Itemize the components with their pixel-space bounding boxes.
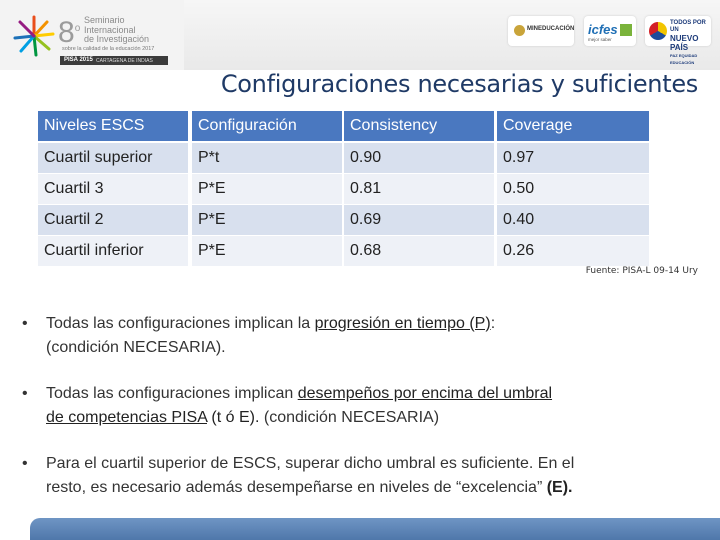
page-title: Configuraciones necesarias y suficientes	[220, 70, 698, 98]
table-cell: 0.40	[497, 205, 649, 235]
icfes-logo: icfes mejor saber	[584, 16, 636, 46]
flag-icon	[649, 22, 667, 40]
table-header-cell: Consistency	[344, 111, 494, 141]
table-row	[38, 174, 650, 204]
table-cell: 0.90	[344, 143, 494, 173]
sponsor-band	[184, 0, 720, 70]
government-logo: TODOS POR UN NUEVO PAÍS PAZ EQUIDAD EDUCACIÓN	[645, 16, 711, 46]
table-row	[38, 143, 650, 173]
pisa-strip: PISA 2015 CARTAGENA DE INDIAS	[60, 56, 168, 65]
table-cell: 0.97	[497, 143, 649, 173]
checkmark-icon	[620, 24, 632, 36]
table-header-cell: Niveles ESCS	[38, 111, 188, 141]
table-cell: Cuartil superior	[38, 143, 188, 173]
table-header-row	[38, 111, 650, 141]
table-header-cell: Configuración	[192, 111, 342, 141]
bullet-icon: •	[22, 455, 28, 472]
bullet-icon: •	[22, 385, 28, 402]
seminar-number: 8$^o$	[58, 16, 81, 49]
table-header-cell: Coverage	[497, 111, 649, 141]
table-cell: 0.68	[344, 236, 494, 266]
table-cell: P*E	[192, 174, 342, 204]
table-cell: Cuartil 3	[38, 174, 188, 204]
table-cell: P*E	[192, 236, 342, 266]
coat-of-arms-icon	[514, 25, 525, 36]
footer-bar	[30, 518, 720, 540]
mineducacion-logo: MINEDUCACIÓN	[508, 16, 574, 46]
table-cell: 0.69	[344, 205, 494, 235]
table-cell: Cuartil 2	[38, 205, 188, 235]
seminar-name: Seminario Internacional de Investigación	[84, 15, 150, 44]
table-cell: P*t	[192, 143, 342, 173]
table-cell: Cuartil inferior	[38, 236, 188, 266]
table-row	[38, 205, 650, 235]
seminar-logo-area	[0, 0, 184, 70]
seminar-burst-logo	[12, 14, 56, 58]
bullet-icon: •	[22, 315, 28, 332]
seminar-subtitle: sobre la calidad de la educación 2017	[62, 46, 155, 52]
header-banner	[0, 0, 720, 70]
table-cell: 0.81	[344, 174, 494, 204]
table-cell: 0.26	[497, 236, 649, 266]
source-note: Fuente: PISA-L 09-14 Ury	[585, 266, 698, 276]
table-row	[38, 236, 650, 266]
table-cell: P*E	[192, 205, 342, 235]
table-cell: 0.50	[497, 174, 649, 204]
